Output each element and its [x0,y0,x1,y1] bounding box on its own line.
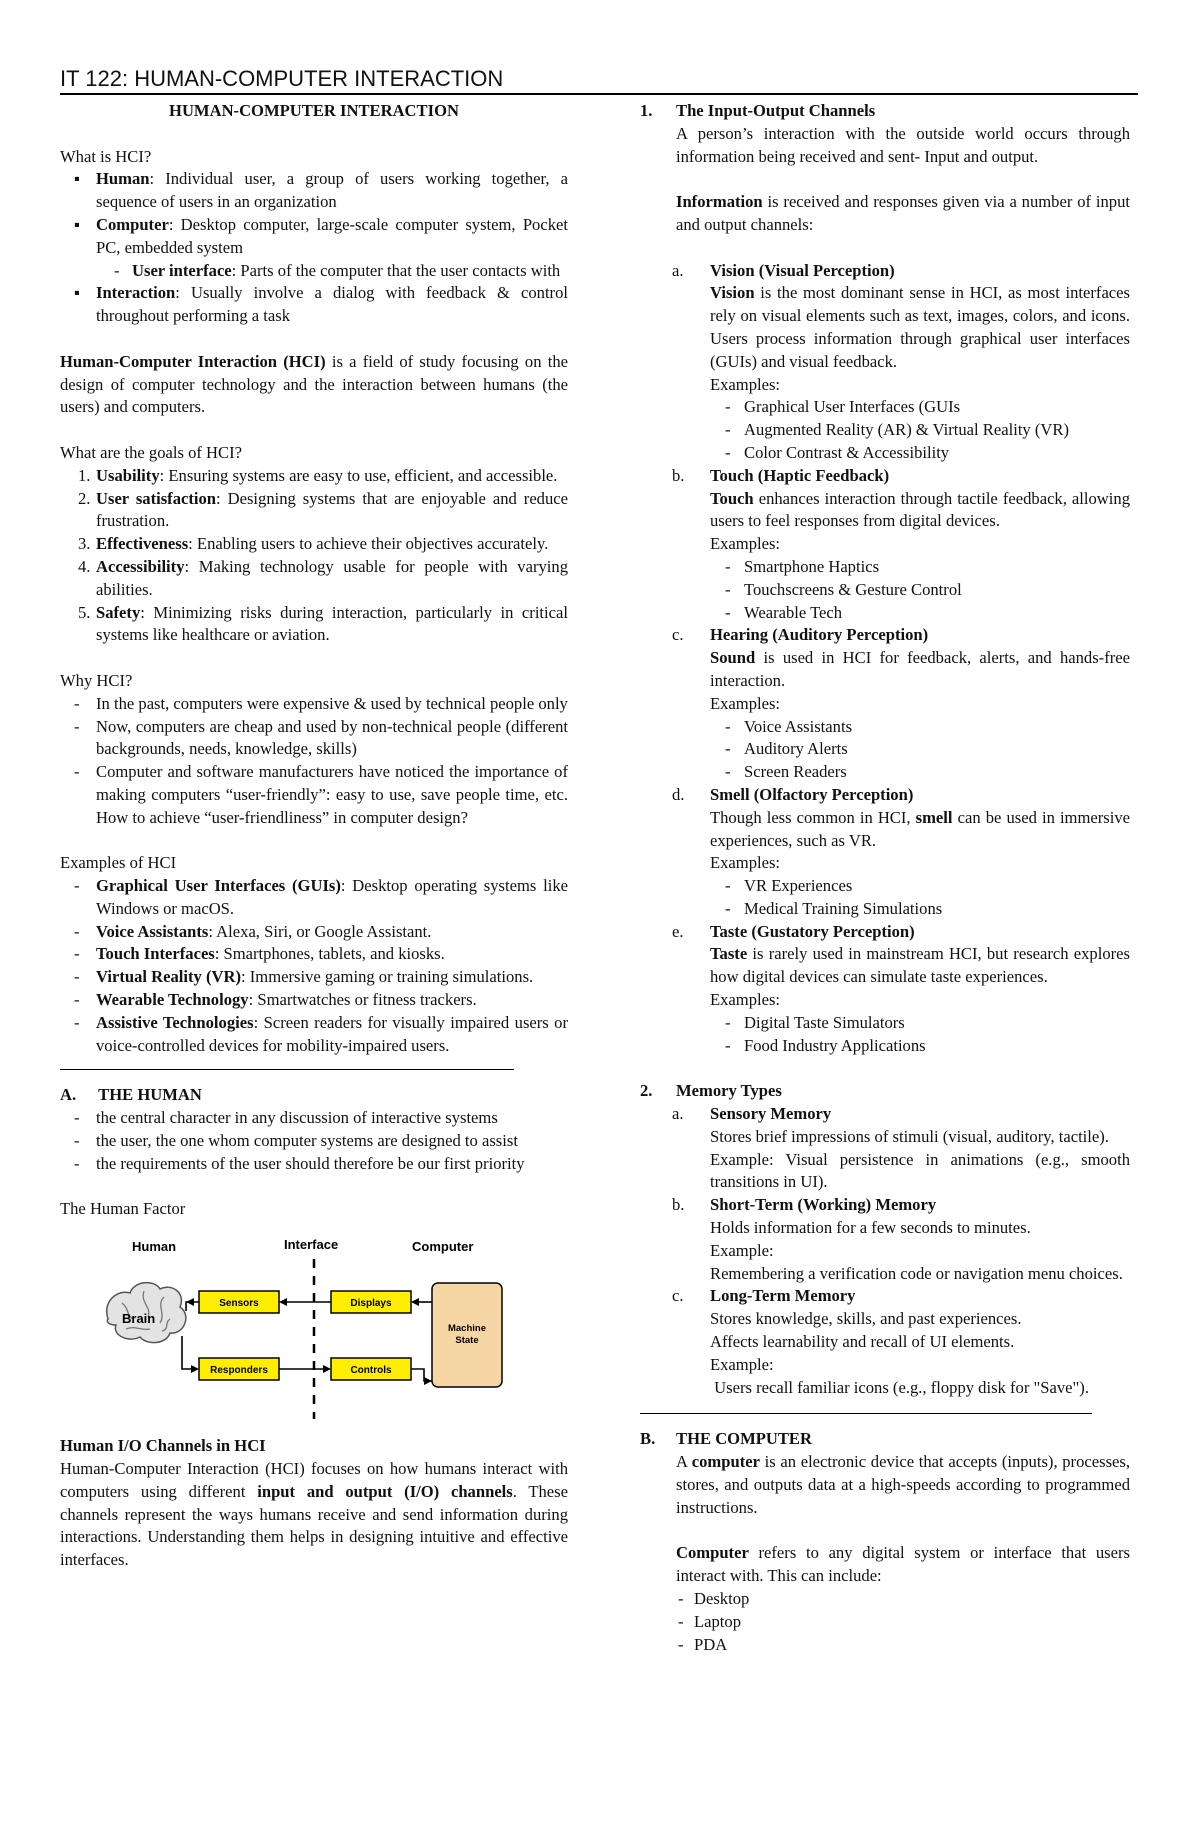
goal-item [60,533,568,556]
example-term: Graphical User Interfaces (GUIs) [96,876,341,896]
sense-description: Sound is used in HCI for feedback, alerts, and hands-free interaction. [710,648,1130,690]
section-divider [640,1413,1092,1414]
bullet-icon: ▪ [74,283,80,303]
example-desc: : Smartphones, tablets, and kiosks. [214,944,445,964]
sense-description: Vision is the most dominant sense in HCI, as most interfaces rely on visual elements such as text, images, colors, and icons. Users process information through graphical user interfaces (GUIs) and visual feedback. [710,283,1130,371]
dash-icon: - [74,876,80,896]
dash-icon: - [725,579,731,599]
dash-icon: - [725,556,731,576]
sense-heading [640,465,1130,488]
list-item-computer: ▪ Computer: Desktop computer, large-scale computer system, Pocket PC, embedded system [74,214,568,257]
example-item [60,943,568,966]
human-factor-label: The Human Factor [60,1199,186,1219]
goal-term: User satisfaction [96,488,217,508]
sense-description: Touch enhances interaction through tactile feedback, allowing users to feel responses from digital devices. [710,488,1130,531]
main-title: HUMAN-COMPUTER INTERACTION [169,101,459,120]
sense-example-text: Wearable Tech [744,602,843,622]
dash-icon: - [74,1153,80,1173]
memory-letter: b. [672,1195,685,1215]
goal-number: 4. [78,556,91,576]
io-info-paragraph: Information is received and responses given via a number of input and output channels: [676,192,1130,234]
bullet-icon: ▪ [74,169,80,189]
sense-example-item [640,1012,1130,1035]
senses-list [640,260,1130,1058]
diagram-svg [100,1231,520,1419]
sense-description: Though less common in HCI, smell can be used in immersive experiences, such as VR. [710,807,1130,850]
dash-icon: - [74,944,80,964]
goal-number: 1. [78,465,91,485]
sense-examples-label: Examples: [710,853,781,873]
goal-item [60,556,568,602]
dash-icon: - [74,716,80,736]
why-question: Why HCI? [60,670,133,690]
right-column [640,100,1135,1656]
human-item-text: the user, the one whom computer systems are designed to assist [96,1131,518,1151]
example-item [60,1012,568,1058]
computer-type-item [640,1634,1130,1657]
sense-example-text: Screen Readers [744,762,847,782]
memory-title: Sensory Memory [710,1104,832,1124]
diagram-computer-label: Computer [412,1239,474,1255]
computer-definition: A computer is an electronic device that accepts (inputs), processes, stores, and outputs data at a high-speeds according to programmed instructions. [676,1452,1131,1517]
memory-line: Stores brief impressions of stimuli (visual, auditory, tactile). [710,1126,1109,1146]
io-channels-paragraph: Human-Computer Interaction (HCI) focuses on how humans interact with computers using different input and output (I/O) channels. These channels represent the ways humans receive and send information during interactions. Understanding them helps in designing intuitive and effective interfaces. [60,1459,568,1570]
dash-icon: - [725,442,731,462]
dash-icon: - [725,397,731,417]
responders-label: Responders [210,1365,268,1377]
memory-line: Example: [710,1240,774,1260]
memory-line: Example: [710,1354,774,1374]
why-item [60,693,568,716]
example-item [60,966,568,989]
hci-definition: Human-Computer Interaction (HCI) is a field of study focusing on the design of computer technology and the interaction between humans (the users) and computers. [60,351,568,417]
human-item-text: the central character in any discussion of interactive systems [96,1108,498,1128]
example-term: Voice Assistants [96,921,209,941]
brain-icon [107,1283,186,1343]
sense-example-item [640,761,1130,784]
human-list [60,1107,568,1175]
sense-example-item [640,419,1130,442]
goal-item [60,602,568,648]
what-is-hci-question: What is HCI? [60,146,152,166]
dash-icon: - [725,1035,731,1055]
why-text: In the past, computers were expensive & used by technical people only [96,693,568,713]
computer-type-text: Laptop [694,1611,742,1631]
computer-type-text: Desktop [694,1589,750,1608]
goal-term: Usability [96,465,160,485]
example-desc: : Screen readers for visually impaired users or voice-controlled devices for mobility-impaired users. [96,1012,568,1055]
dash-icon: - [678,1589,684,1608]
left-column [60,100,568,1572]
why-item [60,716,568,762]
human-factor-diagram [100,1231,520,1419]
dash-icon: - [725,876,731,896]
human-section-heading: A. THE HUMAN [60,1085,202,1105]
course-title: IT 122: HUMAN-COMPUTER INTERACTION [60,66,504,91]
goal-term: Safety [96,602,141,622]
sense-example-text: Smartphone Haptics [744,556,880,576]
dash-icon: - [725,762,731,782]
sense-letter: e. [672,921,684,941]
computer-type-item [640,1588,1130,1611]
memory-line: Example: Visual persistence in animations (e.g., smooth transitions in UI). [710,1149,1135,1192]
sense-example-text: VR Experiences [744,876,853,896]
sense-example-item [640,1035,1130,1058]
sense-example-item [640,738,1130,761]
dash-icon: - [725,898,731,918]
sense-example-text: Augmented Reality (AR) & Virtual Reality (VR) [744,420,1069,440]
sense-description: Taste is rarely used in mainstream HCI, but research explores how digital devices can simulate taste experiences. [710,944,1130,987]
dash-icon: - [74,762,80,782]
dash-icon: - [678,1611,684,1631]
dash-icon: - [114,260,120,280]
sense-heading [640,921,1130,944]
goal-number: 3. [78,534,91,554]
human-item [60,1153,568,1176]
example-term: Assistive Technologies [96,1012,254,1032]
example-item [60,921,568,944]
example-term: Virtual Reality (VR) [96,967,242,987]
controls-label: Controls [350,1365,392,1377]
dash-icon: - [725,1012,731,1032]
computer-list [640,1588,1130,1656]
dash-icon: - [725,739,731,759]
sense-heading [640,260,1130,283]
dash-icon: - [74,921,80,941]
sense-example-text: Auditory Alerts [744,739,848,759]
sense-examples-label: Examples: [710,693,781,713]
memory-type-heading [640,1103,1130,1126]
section-divider [60,1069,514,1070]
sense-title: Hearing (Auditory Perception) [710,625,929,645]
example-desc: : Immersive gaming or training simulations. [241,967,534,987]
sense-examples-label: Examples: [710,374,781,394]
goal-desc: : Making technology usable for people with varying abilities. [96,556,568,599]
dash-icon: - [74,990,80,1010]
bullet-icon: ▪ [74,214,80,234]
sense-example-text: Voice Assistants [744,716,853,736]
goal-number: 5. [78,602,91,622]
sense-letter: a. [672,260,684,280]
sensors-label: Sensors [219,1298,259,1310]
dash-icon: - [725,602,731,622]
dash-icon: - [678,1634,684,1654]
example-desc: : Smartwatches or fitness trackers. [248,990,477,1010]
memory-letter: c. [672,1286,684,1306]
sense-letter: d. [672,784,685,804]
sense-heading [640,624,1130,647]
why-item [60,761,568,829]
memory-line: Holds information for a few seconds to minutes. [710,1218,1031,1238]
why-text: Computer and software manufacturers have noticed the importance of making computers “user-friendly”: easy to use, save people time, etc. How to achieve “user-friendliness” in computer design? [96,762,568,827]
example-term: Touch Interfaces [96,944,215,964]
io-section-intro: A person’s interaction with the outside world occurs through information being received and sent- Input and output. [676,123,1130,166]
sense-letter: b. [672,465,685,485]
memory-type-heading [640,1194,1130,1217]
sense-examples-label: Examples: [710,534,781,554]
human-item-text: the requirements of the user should therefore be our first priority [96,1153,525,1173]
human-item [60,1107,568,1130]
example-item [60,875,568,921]
human-item [60,1130,568,1153]
sense-example-item [640,716,1130,739]
computer-type-item [640,1611,1130,1634]
memory-list [640,1103,1135,1399]
sense-example-text: Graphical User Interfaces (GUIs [744,397,961,417]
goal-desc: : Designing systems that are enjoyable and reduce frustration. [96,488,569,531]
page-header [60,66,1138,95]
goals-question: What are the goals of HCI? [60,442,242,462]
example-desc: : Alexa, Siri, or Google Assistant. [208,921,432,941]
computer-section-heading: B. THE COMPUTER [640,1429,812,1449]
goal-desc: : Enabling users to achieve their objectives accurately. [188,534,549,554]
computer-refers: Computer refers to any digital system or interface that users interact with. This can include: [676,1543,1130,1586]
sense-title: Smell (Olfactory Perception) [710,784,914,804]
sense-example-item [640,875,1130,898]
memory-title: Short-Term (Working) Memory [710,1195,937,1215]
goals-list [60,465,568,647]
memory-letter: a. [672,1104,684,1124]
sense-letter: c. [672,625,684,645]
io-channels-heading: Human I/O Channels in HCI [60,1436,266,1456]
goal-desc: : Minimizing risks during interaction, particularly in critical systems like healthcare or aviation. [96,602,568,645]
dash-icon: - [74,693,80,713]
memory-line: Remembering a verification code or navigation menu choices. [710,1263,1123,1283]
sense-example-item [640,579,1130,602]
example-item [60,989,568,1012]
memory-line: Affects learnability and recall of UI elements. [710,1332,1015,1352]
machine-state-label: Machine State [447,1323,487,1347]
sense-example-text: Medical Training Simulations [744,898,943,918]
computer-type-text: PDA [694,1634,728,1654]
dash-icon: - [74,1108,80,1128]
sense-title: Vision (Visual Perception) [710,260,895,280]
sense-example-item [640,556,1130,579]
memory-title: Long-Term Memory [710,1286,856,1306]
io-section-heading: 1. The Input-Output Channels [640,101,876,120]
memory-line: Users recall familiar icons (e.g., floppy disk for "Save"). [710,1377,1089,1397]
memory-section-heading: 2. Memory Types [640,1081,782,1101]
memory-line: Stores knowledge, skills, and past experiences. [710,1309,1022,1329]
dash-icon: - [74,1012,80,1032]
example-term: Wearable Technology [96,990,249,1010]
dash-icon: - [74,1131,80,1151]
sense-title: Touch (Haptic Feedback) [710,465,890,485]
sense-example-item [640,442,1130,465]
sense-title: Taste (Gustatory Perception) [710,921,915,941]
diagram-brain-label: Brain [122,1311,156,1327]
sense-example-text: Digital Taste Simulators [744,1012,905,1032]
list-item-interaction: ▪ Interaction: Usually involve a dialog with feedback & control throughout performing a task [74,283,568,326]
goal-term: Effectiveness [96,534,189,554]
sense-example-item [640,898,1130,921]
why-text: Now, computers are cheap and used by non-technical people (different backgrounds, needs, knowledge, skills) [96,716,568,759]
displays-label: Displays [350,1298,392,1310]
sense-examples-label: Examples: [710,990,781,1010]
list-item-human: ▪ Human: Individual user, a group of users working together, a sequence of users in an organization [74,169,568,212]
dash-icon: - [74,967,80,987]
goal-item [60,488,568,534]
goal-term: Accessibility [96,556,185,576]
goal-item [60,465,568,488]
sense-example-text: Food Industry Applications [744,1035,926,1055]
diagram-human-label: Human [132,1239,177,1255]
goal-desc: : Ensuring systems are easy to use, efficient, and accessible. [159,465,558,485]
dash-icon: - [725,420,731,440]
why-list [60,693,568,830]
sense-example-item [640,602,1130,625]
examples-heading: Examples of HCI [60,853,177,873]
sense-example-text: Color Contrast & Accessibility [744,442,950,462]
sense-example-item [640,396,1130,419]
list-item-user-interface: - User interface: Parts of the computer that the user contacts with [60,260,568,283]
example-desc: : Desktop operating systems like Windows or macOS. [96,876,568,918]
dash-icon: - [725,716,731,736]
sense-example-text: Touchscreens & Gesture Control [744,579,962,599]
goal-number: 2. [78,488,91,508]
diagram-interface-label: Interface [284,1237,339,1253]
examples-list [60,875,568,1057]
sense-heading [640,784,1130,807]
memory-type-heading [640,1285,1130,1308]
